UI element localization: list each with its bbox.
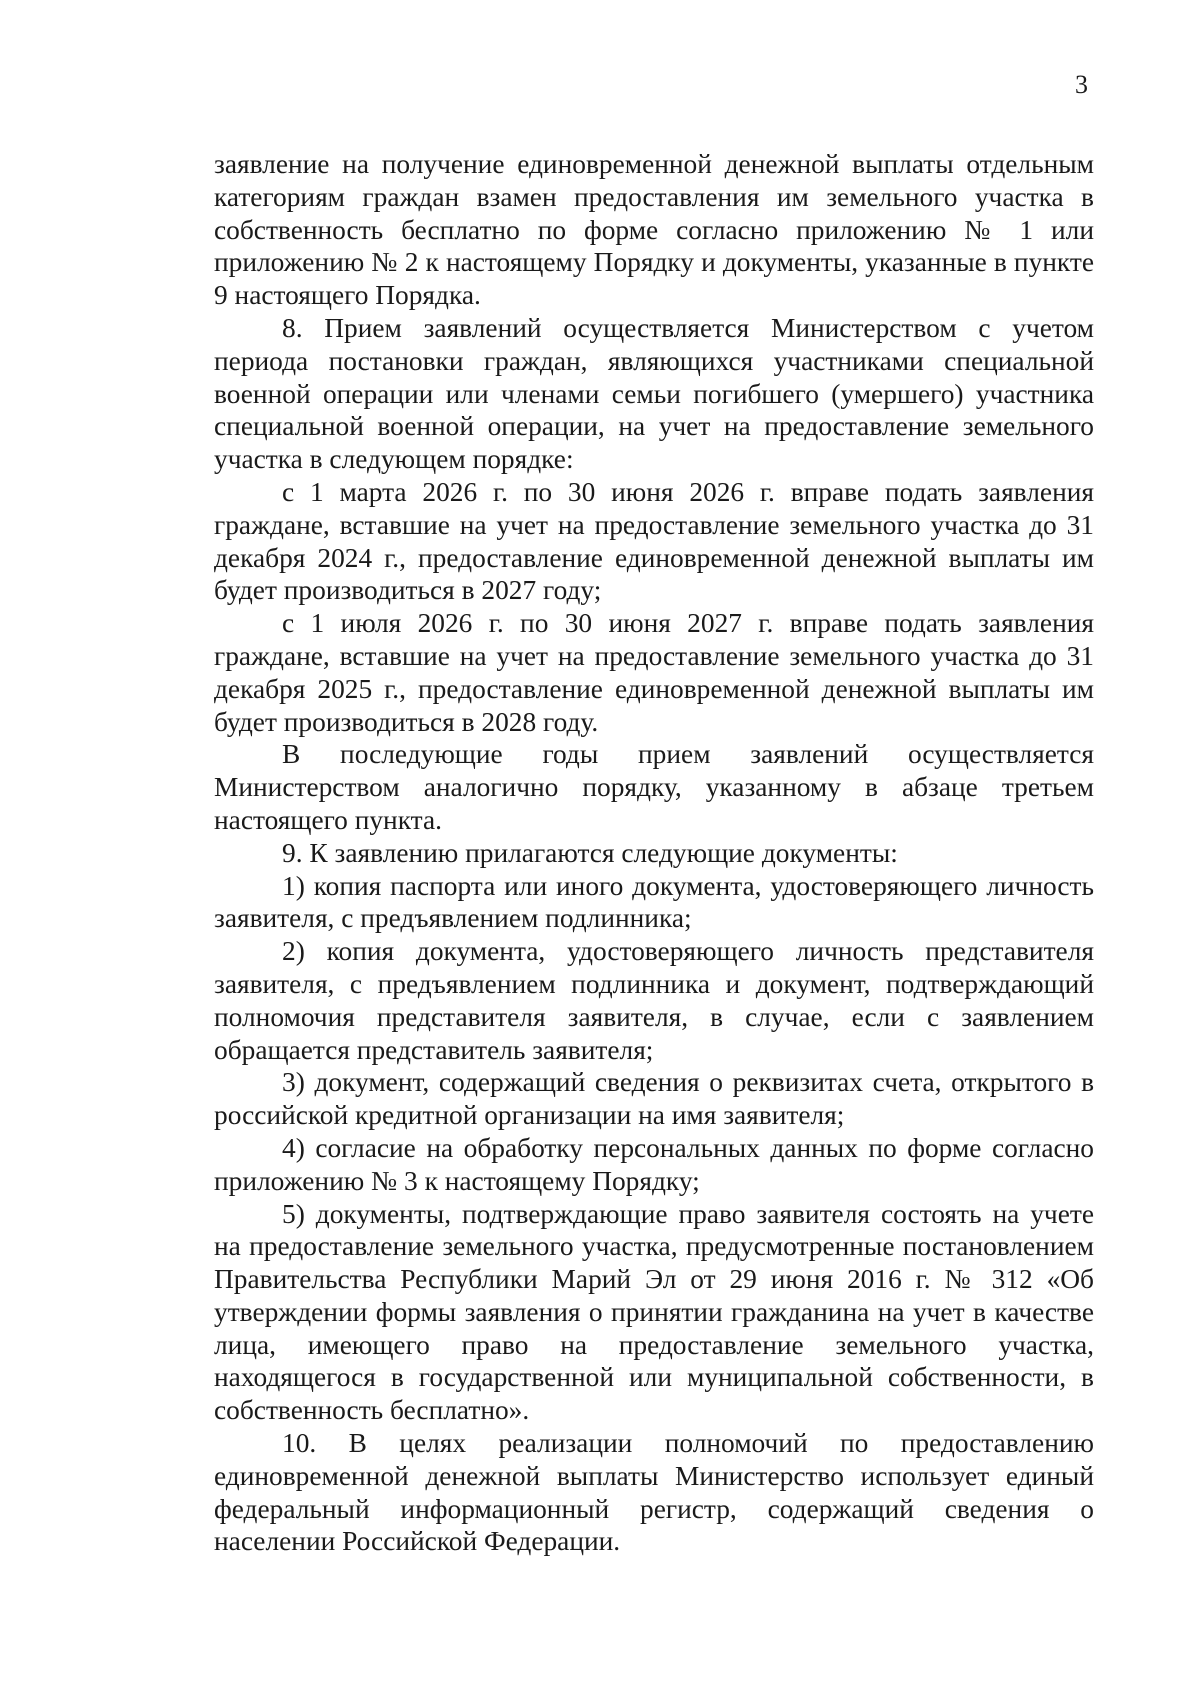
- paragraph-application-form: заявление на получение единовременной денежной выплаты отдельным категориям граждан взамен предоставления им земельного участка в собственность бесплатно по форме согласно приложению № 1 или приложению № 2 к настоящему Порядку и документы, указанные в пункте 9 настоящего Порядка.: [214, 149, 1094, 311]
- list-item-2-representative: 2) копия документа, удостоверяющего личность представителя заявителя, с предъявлением подлинника и документ, подтверждающий полномочия представителя заявителя, в случае, если с заявлением обращается представитель заявителя;: [214, 936, 1094, 1065]
- paragraph-item-10: 10. В целях реализации полномочий по предоставлению единовременной денежной выплаты Министерство использует единый федеральный информационный регистр, содержащий сведения о населении Российской Федерации.: [214, 1428, 1094, 1557]
- paragraph-period-2026: с 1 марта 2026 г. по 30 июня 2026 г. вправе подать заявления граждане, вставшие на учет на предоставление земельного участка до 31 декабря 2024 г., предоставление единовременной денежной выплаты им будет производиться в 2027 году;: [214, 476, 1094, 606]
- list-item-1-passport: 1) копия паспорта или иного документа, удостоверяющего личность заявителя, с предъявлением подлинника;: [214, 870, 1094, 934]
- paragraph-following-years: В последующие годы прием заявлений осуществляется Министерством аналогично порядку, указанному в абзаце третьем настоящего пункта.: [214, 739, 1094, 835]
- paragraph-item-9: 9. К заявлению прилагаются следующие документы:: [282, 837, 898, 868]
- page-number: 3: [1075, 70, 1088, 99]
- paragraph-item-8: 8. Прием заявлений осуществляется Министерством с учетом периода постановки граждан, являющихся участниками специальной военной операции или членами семьи погибшего (умершего) участника специальной военной операции, на учет на предоставление земельного участка в следующем порядке:: [214, 312, 1094, 475]
- list-item-3-bank-account: 3) документ, содержащий сведения о реквизитах счета, открытого в российской кредитной организации на имя заявителя;: [214, 1067, 1094, 1131]
- list-item-5-registration-documents: 5) документы, подтверждающие право заявителя состоять на учете на предоставление земельного участка, предусмотренные постановлением Правительства Республики Марий Эл от 29 июня 2016 г. № 312 «Об утверждении формы заявления о принятии гражданина на учет в качестве лица, имеющего право на предоставление земельного участка, находящегося в государственной или муниципальной собственности, в собственность бесплатно».: [214, 1198, 1094, 1426]
- paragraph-period-2027: с 1 июля 2026 г. по 30 июня 2027 г. вправе подать заявления граждане, вставшие на учет на предоставление земельного участка до 31 декабря 2025 г., предоставление единовременной денежной выплаты им будет производиться в 2028 году.: [214, 608, 1094, 737]
- document-body: [214, 148, 1094, 1558]
- list-item-4-consent: 4) согласие на обработку персональных данных по форме согласно приложению № 3 к настоящему Порядку;: [214, 1132, 1094, 1196]
